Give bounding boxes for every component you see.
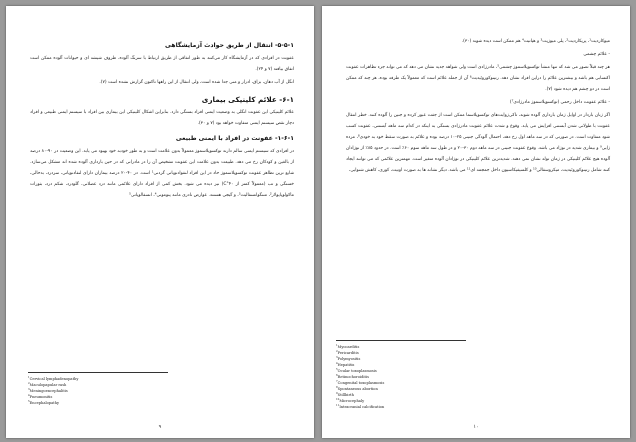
footnote-text: Retinochoroiditis — [337, 375, 369, 380]
body-paragraph: اگر زنان باردار در اوایل زمان بارداری آلوده شوند، تاکی‌زوایت‌های توکسوپلاسما ممکن است از جفت عبور کرده و جنین را آلوده کنند. خطر انتقال عفونت با طولانی شدن آبستنی افزایش می یابد. وقوع و شدت علائم عفونت مادرزادی بستگی به اینکه در کدام سه ماهه آبستنی، عفونت کسب شود متفاوت است. در صورتی که در سه ماهه اول رخ دهد، احتمال آلودگی جنینی ۲۵-۱۰ درصد بوده و علائم به صورت سقط خود به خودی⁸، مرده زایی⁹ و بیماری شدید در نوزاد می باشد. وقوع عفونت جنینی در سه ماهه دوم ۳۰-۲۰ و در طول سه ماهه سوم ۶۰٪ است. در حدود ۸۵٪ از نوزادان آلوده هیچ علائم کلینیکی در زمان تولد نشان نمی دهند. شدیدترین علائم کلینیکی در نوزادان آلوده متغیر است. مهمترین علائمی که می توانند ایجاد کنند شامل رتینوکوروئیدیت، میکروسفالی¹⁰ و کلسیفیکاسیون داخل جمجمه ای¹¹ می باشد. دیگر نشانه ها به صورت اوتیت، کوری، کاهش شنوایی، — [346, 113, 610, 173]
footnote-text: Myocarditis — [337, 345, 360, 350]
footnote-text: Ocular toxoplasmosis — [337, 369, 377, 374]
footnote-number: 8 — [336, 385, 338, 389]
footnote-number: 4 — [28, 393, 30, 397]
section-heading: ۵-۵-۱- انتقال از طریق حوادث آزمایشگاهی — [165, 42, 294, 49]
footnote-number: 2 — [336, 349, 338, 353]
footnote-number: 10 — [336, 397, 340, 401]
footnote-number: 11 — [336, 403, 340, 407]
page-body — [346, 36, 610, 178]
footnote-text: Maculopapular rash — [29, 383, 67, 388]
footnote-number: 9 — [336, 391, 338, 395]
body-paragraph: در افرادی که سیستم ایمنی سالم دارند توکسوپلاسموز معمولاً بدون علامت است و به طور خودبه خود بهبود می یابد. این وضعیت در ۹۰-۸۰ درصد از بالغین و کودکان رخ می دهد. طبیعت بدون علامت این عفونت تشخیص آن را در مادرانی که در حین بارداری آلوده شده اند مشکل می‌سازد. شایع ترین تظاهر عفونت توکسوپلاسموز حاد در این افراد لنفوادنوپاتی گردنی¹ است. در ۴۰-۲۰ درصد بیماران دارای لنفادنوپاتی، سردرد، بدحالی، خستگی و تب (معمولاً کمتر از ۴۰°C) نیز دیده می شود. بخش کمی از افراد دارای علائمی مانند درد عضلانی، گلودرد، شکم درد، بثورات ماکولوپاپولار²، مننگوانسفالیت³، و گیجی هستند. عوارض نادری مانند پنومونی⁴، انسفالوپاتی⁵ — [30, 149, 295, 198]
section-heading: ۱-۶-۱- عفونت در افراد با ایمنی طبیعی — [175, 135, 294, 142]
footnote-text: Pneumonitis — [29, 395, 53, 400]
section-heading: ۶-۱- علائم کلینیکی بیماری — [201, 95, 294, 104]
footnote-text: Stillbirth — [337, 393, 354, 398]
footnote-number: 2 — [28, 381, 30, 385]
footnote-text: Meningoencephalitis — [29, 389, 68, 394]
page-number: ۹ — [158, 424, 162, 430]
footnote — [336, 404, 466, 410]
footnote-text: Congenital toxoplasmosis — [337, 381, 385, 386]
body-paragraph: علائم کلینیکی این عفونت انگلی به وضعیت ایمنی افراد بستگی دارد. بنابراین اشکال کلینیکی این بیماری بین افراد با سیستم ایمنی طبیعی و افراد دچار نقص سیستم ایمنی متفاوت خواهد بود (۷ و ۳۰). — [30, 110, 294, 126]
body-paragraph: انگل از آب دهان، بزاق، ادرار و منی جدا شده است، ولی انتقال از این راهها تاکنون گزارش نشده است (۷). — [99, 80, 294, 85]
footnote-number: 4 — [336, 361, 338, 365]
footnote-number: 3 — [336, 355, 338, 359]
footnote-number: 1 — [28, 376, 30, 379]
footnote — [28, 400, 168, 406]
footnote-number: 3 — [28, 387, 30, 391]
body-paragraph: میوکاردیت¹، پریکاردیت²، پلی میوزیت³ و هپاتیت⁴ هم ممکن است دیده شوند (۳۰). — [461, 39, 610, 44]
footnote-text: Hepatitis — [337, 363, 355, 368]
footnote-number: 6 — [336, 373, 338, 377]
footnote-text: Polymyositis — [337, 357, 361, 362]
body-paragraph: هر چند قبلاً تصور می شد که تنها منشأ توکسوپلاسموز چشمی⁵، مادرزادی است ولی شواهد جدید نشان می دهد که می تواند جزء تظاهرات عفونت اکتسابی هم باشد و بیشترین علائم را دراین افراد نشان دهد. رتینوکوروئیدیت⁶ آن از جمله علائم است که معمولاً یک طرفه بوده، هر چند که ممکن است در دو چشم هم دیده شود (۷). — [346, 65, 610, 92]
footnotes-section — [28, 372, 168, 406]
footnote-text: Pericarditis — [337, 351, 359, 356]
footnote-text: Cervical lymphadenopathy — [29, 377, 79, 382]
footnote-text: Spontaneous abortion — [337, 387, 378, 392]
document-page-right — [322, 6, 630, 438]
footnotes-section — [336, 340, 466, 410]
document-page-left — [6, 6, 314, 438]
body-paragraph: عفونت در افرادی که در آزمایشگاه کار می‌کنند به طور اتفاقی از طریق ارتباط با سرنگ آلوده، ظروف شیشه ای و حیوانات آلوده ممکن است اتفاق بیافتد (۷ و ۲۴). — [30, 56, 294, 72]
footnote-number: 1 — [336, 344, 338, 347]
footnote-text: Intracranial calcification — [339, 405, 385, 410]
footnote-text: Encephalopathy — [29, 401, 60, 406]
body-paragraph: - علائم عفونت داخل رحمی (توکسوپلاسموز مادرزادی⁷) — [509, 100, 610, 105]
footnote-number: 5 — [28, 399, 30, 403]
page-number: ۱۰ — [473, 424, 479, 430]
footnote-number: 5 — [336, 367, 338, 371]
body-paragraph: - علائم چشمی — [583, 52, 610, 57]
footnote-text: Microcephaly — [339, 399, 365, 404]
footnote-number: 7 — [336, 379, 338, 383]
page-body — [30, 36, 294, 203]
